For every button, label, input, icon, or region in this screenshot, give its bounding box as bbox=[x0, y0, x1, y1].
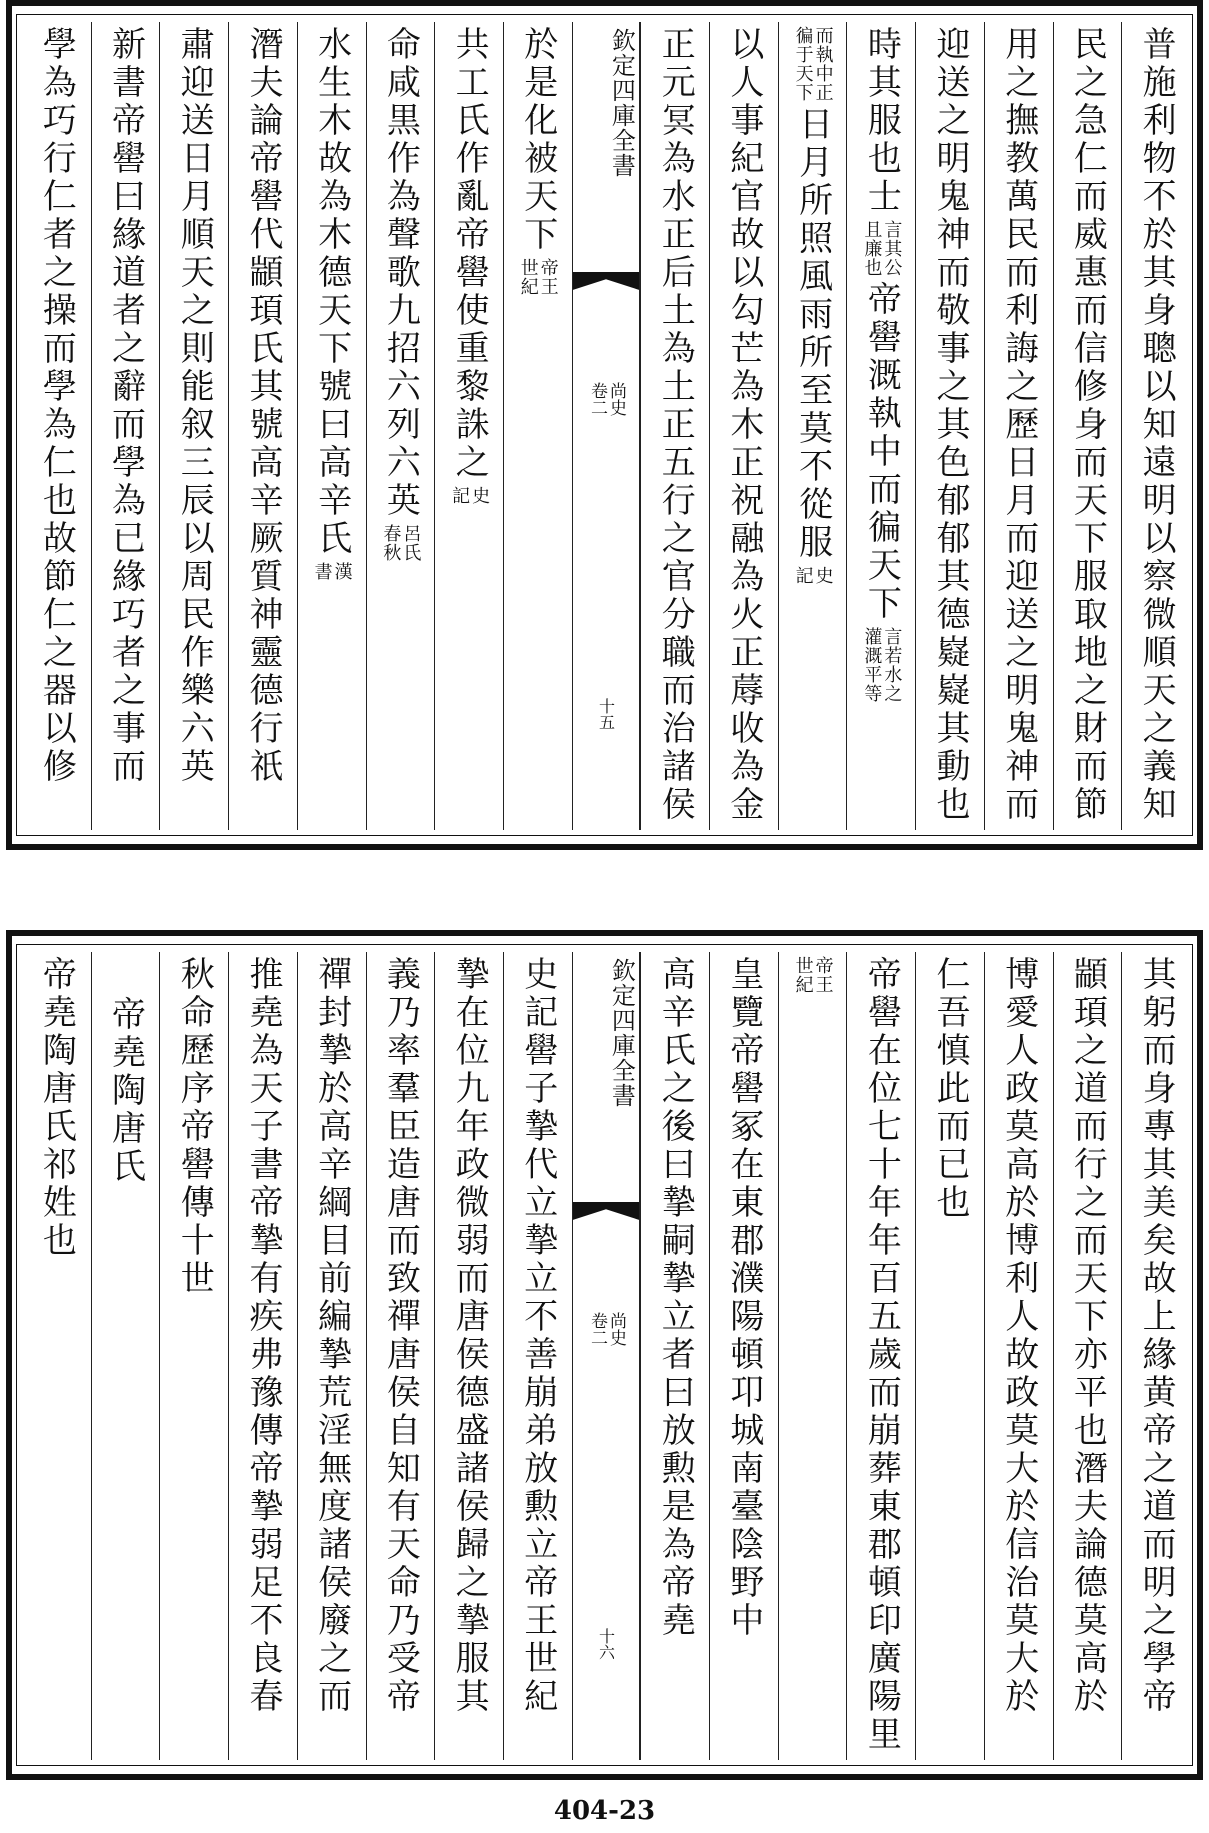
annotation-note bbox=[313, 562, 351, 581]
annotation-line: 史 bbox=[812, 566, 834, 585]
annotation-line: 言若水之 bbox=[881, 627, 903, 703]
text-column bbox=[434, 952, 503, 1760]
column-text: 新書帝嚳曰緣道者之辭而學為已緣巧者之事而 bbox=[105, 26, 146, 786]
column-text: 迎送之明鬼神而敬事之其色郁郁其德嶷嶷其動也 bbox=[930, 26, 971, 824]
column-text: 時其服也士 bbox=[861, 26, 902, 216]
column-text: 禪封摯於高辛綱目前編摯荒淫無度諸侯廢之而 bbox=[311, 956, 352, 1716]
text-column bbox=[366, 22, 435, 830]
fishtail-mark bbox=[573, 1202, 640, 1220]
text-column bbox=[434, 22, 503, 830]
text-column bbox=[159, 22, 228, 830]
text-column bbox=[159, 952, 228, 1760]
column-text: 學為巧行仁者之操而學為仁也故節仁之器以修 bbox=[36, 26, 77, 786]
annotation-line: 呂氏 bbox=[400, 524, 422, 562]
text-column bbox=[22, 952, 91, 1760]
text-column bbox=[1053, 952, 1122, 1760]
column-text: 民之急仁而威惠而信修身而天下服取地之財而節 bbox=[1067, 26, 1108, 824]
text-column bbox=[1053, 22, 1122, 830]
annotation-line: 言其公 bbox=[881, 220, 903, 277]
folio-number: 十五 bbox=[596, 698, 616, 730]
margin-title: 欽定四庫全書 bbox=[607, 958, 636, 1108]
annotation-note bbox=[794, 566, 832, 585]
column-text: 帝堯陶唐氏祁姓也 bbox=[36, 956, 77, 1260]
annotation-note bbox=[861, 220, 903, 277]
column-text: 肅迎送日月順天之則能叙三辰以周民作樂六英 bbox=[174, 26, 215, 786]
text-column bbox=[984, 22, 1053, 830]
annotation-line: 帝王 bbox=[812, 956, 834, 994]
margin-book-text: 尚史 bbox=[605, 382, 626, 416]
column-text: 顓頊之道而行之而天下亦平也潛夫論德莫高於 bbox=[1067, 956, 1108, 1716]
text-column bbox=[503, 22, 572, 830]
annotation-line: 帝王 bbox=[537, 258, 559, 296]
annotation-note bbox=[794, 956, 832, 994]
text-column bbox=[1121, 952, 1190, 1760]
column-text: 高辛氏之後曰摯嗣摯立者曰放勲是為帝堯 bbox=[655, 956, 696, 1640]
text-column bbox=[228, 22, 297, 830]
text-column bbox=[22, 22, 91, 830]
column-text: 其躬而身專其美矣故上緣黄帝之道而明之學帝 bbox=[1136, 956, 1177, 1716]
column-text: 用之撫教萬民而利誨之歷日月而迎送之明鬼神而 bbox=[998, 26, 1039, 824]
annotation-line: 史 bbox=[469, 486, 491, 505]
center-margin bbox=[572, 952, 641, 1760]
text-column bbox=[228, 952, 297, 1760]
center-margin bbox=[572, 22, 641, 830]
text-column bbox=[846, 952, 915, 1760]
margin-title: 欽定四庫全書 bbox=[607, 28, 636, 178]
column-text: 秋命歷序帝嚳傳十世 bbox=[174, 956, 215, 1298]
annotation-line: 春秋 bbox=[380, 524, 402, 562]
text-column bbox=[915, 22, 984, 830]
annotation-note bbox=[861, 627, 903, 703]
column-text: 皇覽帝嚳冢在東郡濮陽頓卭城南臺陰野中 bbox=[723, 956, 764, 1640]
fishtail-mark bbox=[573, 272, 640, 290]
annotation-note bbox=[794, 26, 832, 102]
annotation-line: 徧于天下 bbox=[792, 26, 814, 102]
text-column bbox=[640, 952, 709, 1760]
column-text: 推堯為天子書帝摯有疾弗豫傳帝摯弱足不良春 bbox=[242, 956, 283, 1716]
margin-book-label bbox=[588, 382, 624, 416]
column-text: 共工氏作亂帝嚳使重黎誅之 bbox=[449, 26, 490, 482]
column-text: 義乃率羣臣造唐而致禪唐侯自知有天命乃受帝 bbox=[380, 956, 421, 1716]
column-text: 博愛人政莫高於博利人故政莫大於信治莫大於 bbox=[998, 956, 1039, 1716]
column-text: 普施利物不於其身聰以知遠明以察微順天之義知 bbox=[1136, 26, 1177, 824]
margin-book-label bbox=[588, 1312, 624, 1346]
column-text: 潛夫論帝嚳代顓頊氏其號高辛厥質神靈德行祇 bbox=[242, 26, 283, 786]
text-column bbox=[640, 22, 709, 830]
margin-book-text: 卷二 bbox=[586, 382, 607, 416]
text-column bbox=[778, 22, 847, 830]
annotation-line: 灌溉平等 bbox=[861, 627, 883, 703]
text-column bbox=[709, 22, 778, 830]
text-column bbox=[366, 952, 435, 1760]
column-text: 史記嚳子摯代立摯立不善崩弟放勲立帝王世紀 bbox=[517, 956, 558, 1716]
text-column bbox=[984, 952, 1053, 1760]
margin-book-text: 尚史 bbox=[605, 1312, 626, 1346]
text-column bbox=[297, 952, 366, 1760]
text-column bbox=[91, 952, 160, 1760]
annotation-note bbox=[449, 486, 491, 505]
annotation-note bbox=[519, 258, 557, 296]
column-text: 正元冥為水正后土為土正五行之官分職而治諸侯 bbox=[655, 26, 696, 824]
annotation-line: 世紀 bbox=[517, 258, 539, 296]
annotation-line: 且廉也 bbox=[861, 220, 883, 277]
margin-book-text: 卷二 bbox=[586, 1312, 607, 1346]
text-column bbox=[778, 952, 847, 1760]
column-text: 命咸黒作為聲歌九招六列六英 bbox=[380, 26, 421, 520]
column-text: 日月所照風雨所至莫不從服 bbox=[792, 106, 833, 562]
column-text: 帝嚳溉執中而徧天下 bbox=[861, 281, 902, 623]
text-column bbox=[915, 952, 984, 1760]
bottom-page bbox=[0, 930, 1209, 1780]
folio-number: 十六 bbox=[596, 1628, 616, 1660]
page-number: 404-23 bbox=[553, 1796, 656, 1826]
column-text: 摯在位九年政微弱而唐侯德盛諸侯歸之摯服其 bbox=[449, 956, 490, 1716]
text-column bbox=[709, 952, 778, 1760]
column-text: 帝堯陶唐氏 bbox=[105, 996, 146, 1186]
text-column bbox=[846, 22, 915, 830]
annotation-line: 世紀 bbox=[792, 956, 814, 994]
text-column bbox=[1121, 22, 1190, 830]
annotation-line: 漢 bbox=[331, 562, 353, 581]
text-column bbox=[503, 952, 572, 1760]
annotation-line: 而執中正 bbox=[812, 26, 834, 102]
column-text: 帝嚳在位七十年年百五歲而崩葬東郡頓印廣陽里 bbox=[861, 956, 902, 1754]
annotation-line: 書 bbox=[311, 562, 333, 581]
column-text: 仁吾慎此而已也 bbox=[930, 956, 971, 1222]
column-text: 以人事紀官故以勾芒為木正祝融為火正蓐收為金 bbox=[723, 26, 764, 824]
text-column bbox=[91, 22, 160, 830]
text-column bbox=[297, 22, 366, 830]
column-text: 於是化被天下 bbox=[517, 26, 558, 254]
annotation-line: 記 bbox=[449, 486, 471, 505]
top-page bbox=[0, 0, 1209, 850]
annotation-note bbox=[380, 524, 422, 562]
column-text: 水生木故為木德天下號曰高辛氏 bbox=[311, 26, 352, 558]
annotation-line: 記 bbox=[792, 566, 814, 585]
